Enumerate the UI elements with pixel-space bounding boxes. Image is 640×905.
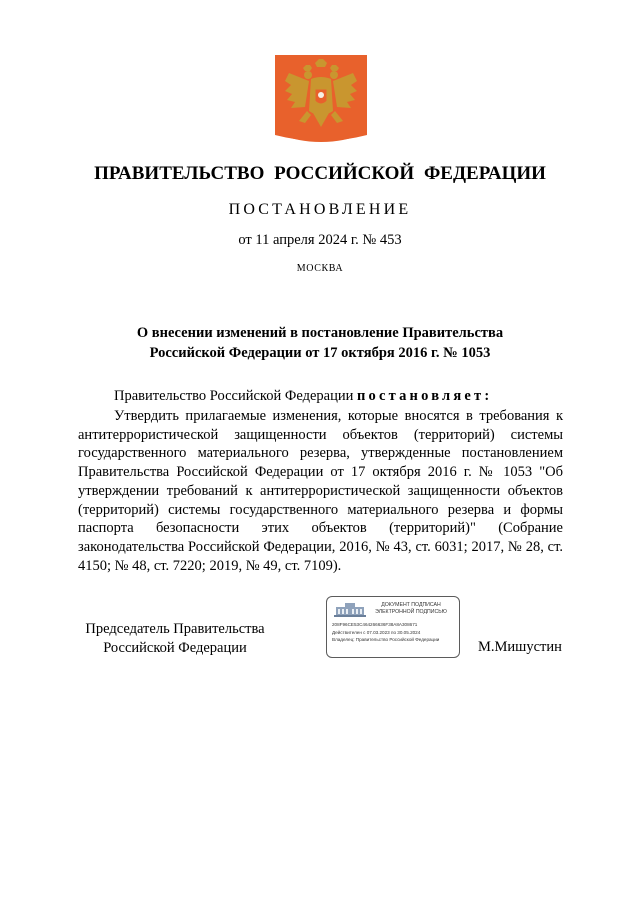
decree-paragraph: Утвердить прилагаемые изменения, которые вносятся в требования к антитеррористической защищенности объектов (территорий) системы государственного материального резерва, утвержденные постановлением Правительства Российской Федерации от 17 октября 2016 г. № 1053 "Об утверждении требований к антитеррористической защищенности объектов (территорий) системы государственного материального резерва и формы паспорта безопасности этих объектов (территорий)" (Собрание законодательства Российской Федерации, 2016, № 43, ст. 6031; 2017, № 28, ст. 4150; № 48, ст. 7220; 2019, № 49, ст. 7109). [78, 408, 563, 574]
government-title: ПРАВИТЕЛЬСТВО РОССИЙСКОЙ ФЕДЕРАЦИИ [94, 163, 546, 184]
stamp-title-line-2: ЭЛЕКТРОННОЙ ПОДПИСЬЮ [375, 608, 447, 615]
certificate-owner: Владелец: Правительство Российской Федерации [332, 637, 440, 642]
document-subject [0, 323, 640, 363]
certificate-serial: 208F96CE53C464266636F38A8A308671 [332, 622, 418, 627]
signer-position-line-1: Председатель Правительства [85, 621, 265, 637]
coat-of-arms-emblem [275, 55, 367, 147]
document-city: МОСКВА [296, 263, 344, 274]
intro-text: Правительство Российской Федерации [114, 388, 357, 404]
signer-position-line-2: Российской Федерации [103, 640, 247, 656]
subject-line-2: Российской Федерации от 17 октября 2016 г. № 1053 [149, 345, 491, 361]
certificate-validity: Действителен с 07.03.2023 по 30.05.2024 [332, 630, 421, 635]
document-type: ПОСТАНОВЛЕНИЕ [228, 201, 412, 218]
stamp-title [365, 602, 457, 615]
signer-position [70, 620, 280, 658]
document-date-number: от 11 апреля 2024 г. № 453 [238, 232, 402, 248]
stamp-title-line-1: ДОКУМЕНТ ПОДПИСАН [381, 602, 441, 608]
decree-intro [114, 388, 492, 405]
electronic-signature-stamp [326, 596, 460, 658]
signer-name: М.Мишустин [478, 639, 562, 655]
decree-word: постановляет: [356, 388, 493, 404]
subject-line-1: О внесении изменений в постановление Правительства [136, 325, 504, 341]
government-building-icon [333, 601, 367, 619]
